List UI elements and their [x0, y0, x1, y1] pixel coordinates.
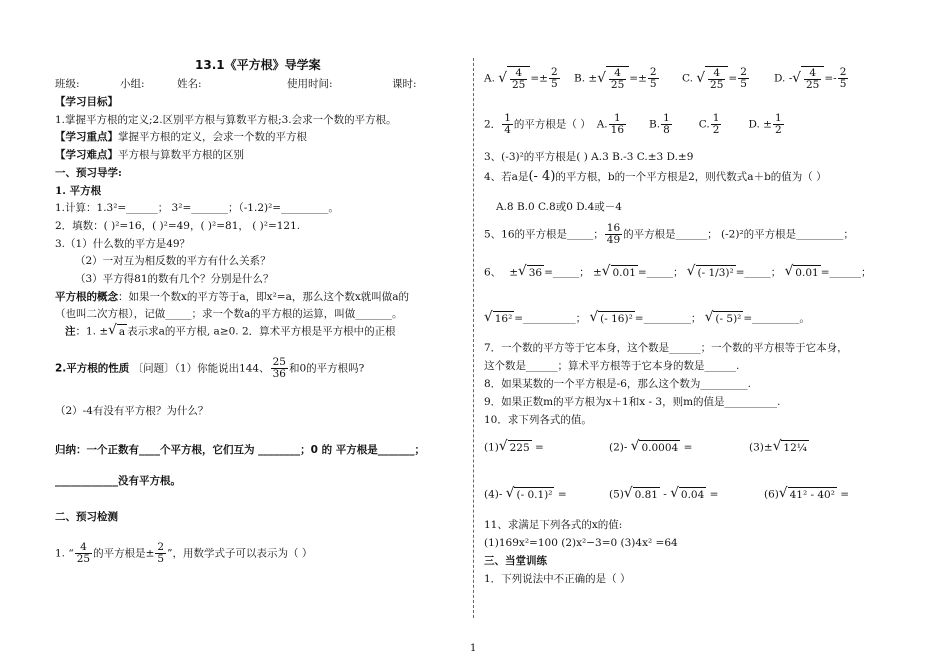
- sqrt-a: √ a: [108, 322, 126, 339]
- fraction-25-36: $\frac{25}{36}$: [272, 356, 286, 381]
- column-divider: [473, 58, 474, 618]
- q10-item2: (2)- √ 0.0004 =: [609, 438, 693, 455]
- q1-option-d: D. -√ $\frac{4}{25}$ =- $\frac{2}{5}$: [774, 66, 847, 92]
- difficulty-text: 平方根与算数平方根的区别: [118, 149, 244, 161]
- t1-line: 1．下列说法中不正确的是（ ）: [484, 573, 631, 585]
- q8-line: 8．如果某数的一个平方根是-6，那么这个数为_________.: [484, 378, 751, 390]
- summary-line2: ____________没有平方根。: [55, 475, 181, 487]
- fraction-2-5: $\frac{2}{5}$: [157, 541, 165, 566]
- q10-item5: (5)√ 0.81 - √ 0.04 =: [609, 485, 719, 502]
- page-title: 13.1《平方根》导学案: [195, 58, 321, 72]
- q1-option-c: C. √ $\frac{4}{25}$ = $\frac{2}{5}$: [682, 66, 747, 92]
- fill-question: 2．填数：( )²=16，( )²=49，( )²=81， ( )²=121.: [55, 220, 301, 232]
- q1-option-a: A. √ $\frac{4}{25}$ =± $\frac{2}{5}$: [484, 66, 558, 92]
- focus-text: 掌握平方根的定义，会求一个数的平方根: [118, 131, 307, 143]
- q6-line2: √ 16² =__________； √ (- 16)² =_________； √ (- 5)² =_________。: [484, 309, 810, 326]
- test1-line: 1. “ $\frac{4}{25}$ 的平方根是± $\frac{2}{5}$ ”，用数学式子可以表示为（ ）: [55, 541, 313, 566]
- property-text-a: 〔问题〕（1）你能说出144、: [132, 362, 270, 375]
- sub1-heading: 1. 平方根: [55, 185, 102, 197]
- property-label: 2.平方根的性质: [55, 362, 130, 375]
- focus-heading: 【学习重点】: [55, 131, 118, 143]
- header-class: 班级:: [55, 78, 80, 90]
- q7-line1: 7．一个数的平方等于它本身，这个数是______；一个数的平方根等于它本身，: [484, 342, 848, 354]
- concept-line1: [55, 291, 409, 304]
- note-label: 注: [65, 325, 76, 338]
- fraction-1-4: $\frac{1}{4}$: [504, 112, 511, 137]
- goals-text: 1.掌握平方根的定义;2.区别平方根与算数平方根;3.会求一个数的平方根。: [55, 114, 397, 126]
- left-column: [55, 0, 465, 672]
- property-text-b: 和0的平方根吗?: [289, 362, 365, 375]
- q10-item6: (6)√ 41² - 40² =: [764, 485, 850, 502]
- q1-option-b: B. ±√ $\frac{4}{25}$ =± $\frac{2}{5}$: [574, 66, 657, 92]
- q10-item4: (4)- √ (- 0.1)² =: [484, 485, 567, 502]
- summary-line1: 归纳：一个正数有____个平方根，它们互为 ________；0 的 平方根是_______；: [55, 444, 426, 456]
- q11-line: 11、求满足下列各式的x的值:: [484, 519, 623, 531]
- difficulty-line: [55, 149, 244, 162]
- q7-line2: 这个数是______；算术平方根等于它本身的数是______.: [484, 360, 740, 372]
- q3b: （2）一对互为相反数的平方有什么关系？: [75, 255, 271, 267]
- header-time: 使用时间:: [287, 78, 333, 90]
- goals-heading: 【学习目标】: [55, 96, 118, 108]
- q6-line1: 6、 ±√ 36 =_____； ±√ 0.01 =_____； √ (- 1/3)² =_____； √ 0.01 =______；: [484, 263, 872, 280]
- header-period: 课时:: [392, 78, 417, 90]
- note-line: [65, 324, 396, 339]
- right-column: [484, 0, 894, 672]
- q3c: （3）平方得81的数有几个？分别是什么？: [75, 273, 274, 285]
- q3-line: 3、(-3)²的平方根是( ) A.3 B.-3 C.±3 D.±9: [484, 151, 694, 163]
- q-neg4: （2）-4有没有平方根？为什么？: [55, 405, 209, 417]
- focus-line: [55, 131, 307, 144]
- fraction-4-25: $\frac{4}{25}$: [76, 541, 91, 566]
- section3-heading: 三、当堂训练: [484, 555, 547, 567]
- q4-line: 4、若a是(- 4)的平方根，b的一个平方根是2，则代数式a＋b的值为（ ）: [484, 169, 827, 184]
- section2-heading: 二、预习检测: [55, 511, 118, 523]
- q5-line: 5、16的平方根是_____； $\frac{16}{49}$ 的平方根是______； (-2)²的平方根是_________；: [484, 222, 854, 247]
- fraction-16-49: $\frac{16}{49}$: [606, 222, 621, 247]
- q11-items: (1)169x²=100 (2)x²−3=0 (3)4x² =64: [484, 537, 678, 549]
- q3a: 3.（1）什么数的平方是49？: [55, 238, 191, 250]
- calc-question: 1.计算：1.3²=______； 3²=_______；（-1.2)²=_________。: [55, 202, 339, 214]
- concept-text-1: ：如果一个数x的平方等于a，即x²=a，那么这个数x就叫做a的: [118, 291, 410, 303]
- note-text-a: ：1. ±: [75, 325, 109, 338]
- q4-options: A.8 B.0 C.8或0 D.4或－4: [496, 201, 622, 213]
- section1-heading: 一、预习导学:: [55, 167, 122, 179]
- note-text-b: 表示求a的平方根, a≥0. 2．算术平方根是平方根中的正根: [127, 325, 396, 338]
- q2-line: 2． $\frac{1}{4}$ 的平方根是（ ） A. $\frac{1}{16}$ B. $\frac{1}{8}$ C. $\frac{1}{2}$ D. ± $\frac{1}{2}$: [484, 112, 782, 137]
- header-name: 姓名:: [177, 78, 202, 90]
- q9-line: 9．如果正数m的平方根为x＋1和x - 3，则m的值是__________.: [484, 396, 781, 408]
- difficulty-heading: 【学习难点】: [55, 149, 118, 161]
- property-line: [55, 357, 364, 380]
- q4-paren: (- 4): [528, 169, 556, 184]
- header-group: 小组:: [120, 78, 145, 90]
- concept-label: 平方根的概念: [55, 291, 118, 303]
- concept-line2: （也叫二次方根），记做_____；求一个数a的平方根的运算，叫做_______。: [55, 308, 403, 320]
- q10-item1: (1)√ 225 =: [484, 438, 544, 455]
- sqrt-a-radicand: a: [118, 326, 126, 338]
- page-number: 1: [470, 643, 477, 654]
- q10-item3: (3)±√ 12¼: [749, 438, 807, 455]
- q10-line: 10．求下列各式的值。: [484, 414, 592, 426]
